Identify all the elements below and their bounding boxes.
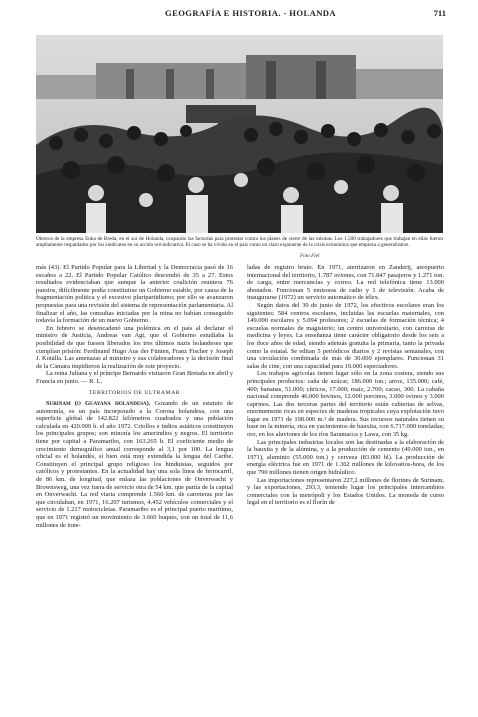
right-paragraph-3: Los trabajos agrícolas tienen lugar sólo en la zona costera, siendo sus principales productos: caña de azúcar, 186.000 ton.; arroz, 135.000; café, 400; bananas, 51.000; cítricos, 17.000; maíz, 2.700; cacao, 300. La cabaña nacional comprende 46.000 bovinos, 12.000 porcinos, 3.000 ovinos y 3.000 caprinos. Las dos terceras partes del territorio están cubiertas de selvas, enormemente ricas en especies de maderas tropicales cuya explotación tuvo lugar en 1971 de 198.000 m.³ de madera. Sus recursos naturales tienen su base en la minería, rica en yacimientos de bauxita, con 6.717.000 toneladas; oro, en los aluviones de los ríos Saramacca y Lawa, con 35 kg.	[247, 370, 444, 439]
left-paragraph-1: más (43). El Partido Popular para la Libertad y la Democracia pasó de 16 escaños a 22. El Partido Popular Católico descendió de 35 a 27. Estos resultados evidenciaban que aunque la anterior coalición reuniera 76 puestos, difícilmente podía constituirse un Gobierno estable, por causa de la fragmentación política y el excesivo pluripartidismo; por ello se avanzaron propuestas para una revisión del sistema de representación parlamentaria. Al finalizar el año, las consultas iniciadas por la reina no habían conseguido todavía la formación de un nuevo Gobierno.	[36, 264, 233, 325]
photo-credit: Foto Fiel	[300, 253, 320, 259]
right-paragraph-1: ladas de registro bruto. En 1971, aterrizaron en Zanderij, aeropuerto internacional del territorio, 1.787 aviones, con 71.847 pasajeros y 1.271 ton. de carga, entre mercancías y correo. La red telefónica tiene 13.000 abonados. Funcionan 5 emisoras de radio y 1 de televisión. Acaba de inaugurarse (1972) un servicio automático de télex.	[247, 264, 444, 302]
header-title: GEOGRAFÍA E HISTORIA. - HOLANDA	[165, 8, 337, 18]
right-paragraph-4: Las principales industrias locales son las destinadas a la elaboración de la bauxita y de la alúmina, y a la producción de cemento (49.000 ton., en 1971), aluminio (55.000 ton.) y cerveza (83.000 hl). La producción de energía eléctrica fue en 1971 de 1.362 millones de kilovatios-hora, de los que 790 millones tienen origen hidráulico.	[247, 438, 444, 477]
right-paragraph-5: Las importaciones representaron 227,2 millones de florines de Surinam, y las exportaciones, 293,3, teniendo lugar los principales intercambios comerciales con la metrópoli y los Estados Unidos. La moneda de curso legal en el territorio es el florín de	[247, 476, 444, 507]
right-column	[247, 264, 444, 507]
surinam-heading: Surinam (o Guayana holandesa).	[46, 400, 151, 408]
left-paragraph-4	[36, 400, 233, 529]
protest-photo	[36, 35, 443, 233]
protest-photo-illustration	[36, 35, 443, 233]
photo-caption: Obreros de la empresa Enka de Breda, en el sur de Holanda, ocupando las factorías para protestar contra los planes de cierre de las mismas. Los 1.500 trabajadores que trabajan en ellas fueron ampliamente respaldados por los sindicatos en su acción reivindicativa. El caso se ha vivido en el país como un claro exponente de la crisis económica que empieza a generalizarse.	[36, 236, 443, 249]
surinam-text: Gozando de un estatuto de autonomía, es un país incorporado a la Corona holandesa, con una superficie global de 142.822 kilómetros cuadrados y una población calculada en 420.000 h. el año 1972. Criollos e indios asiáticos constituyen los principales grupos; son minoría los amerindios y negros. El territorio tiene por capital a Paramaribo, con 163.265 h. El coeficiente medio de crecimiento demográfico anual corresponde al 3,1 por 100. La lengua oficial es el holandés, si bien está muy extendida la lengua del Caribe. Constituyen el principal grupo religioso los hinduistas, seguidos por católicos y protestantes. En la actualidad hay una sola línea de ferrocarril, de 86 km. de longitud, que enlaza las poblaciones de Onverwacht y Brownsweg, una vez fuera de servicio otra de 54 km. que partía de la capital en Onverwacht. La red viaria comprende 1.560 km. de carreteras por las que circulaban, en 1971, 16.207 turismos, 4.452 vehículos comerciales y el servicio de 1.217 motocicletas. Paramaribo es el principal puerto marítimo, que en 1971 registró un movimiento de 3.660 buques, con un total de 11,6 millones de tone-	[36, 400, 233, 529]
right-paragraph-2: Según datos del 30 de junio de 1972, los efectivos escolares eran los siguientes: 584 centros escolares, incluidas las escuelas maternales, con 149.000 escolares y 5.094 profesores; 2 escuelas de formación técnica; 4 escuelas normales de magisterio; un centro universitario, con carreras de medicina y leyes. La enseñanza tiene carácter obligatorio desde los seis a los doce años de edad, siendo además gratuita la primaria, tanto la privada como la estatal. Se editan 5 periódicos diarios y 2 revistas semanales, con una circulación combinada de más de 30.000 ejemplares. Funcionan 31 salas de cine, con una capacidad para 19.000 espectadores.	[247, 301, 444, 370]
left-paragraph-3: La reina Juliana y el príncipe Bernardo visitaron Gran Bretaña en abril y Francia en junio. — R. L.	[36, 370, 233, 385]
left-column	[36, 264, 233, 529]
page-number: 711	[433, 8, 446, 18]
left-paragraph-2: En febrero se desencadenó una polémica en el país al declarar el ministro de Justicia, Andreas van Agt, que el Gobierno estudiaba la posibilidad de que fuesen liberados los tres últimos nazis holandeses que cumplían prisión: Ferdinand Hugo Aus der Fünten, Franz Fischer y Joseph J. Kotälla. Las amenazas al ministro y sus colaboradores y la decisión final de la Cámara impidieron la realización de este proyecto.	[36, 324, 233, 370]
running-header	[0, 8, 478, 24]
section-title: TERRITORIOS DE ULTRAMAR	[88, 389, 181, 396]
